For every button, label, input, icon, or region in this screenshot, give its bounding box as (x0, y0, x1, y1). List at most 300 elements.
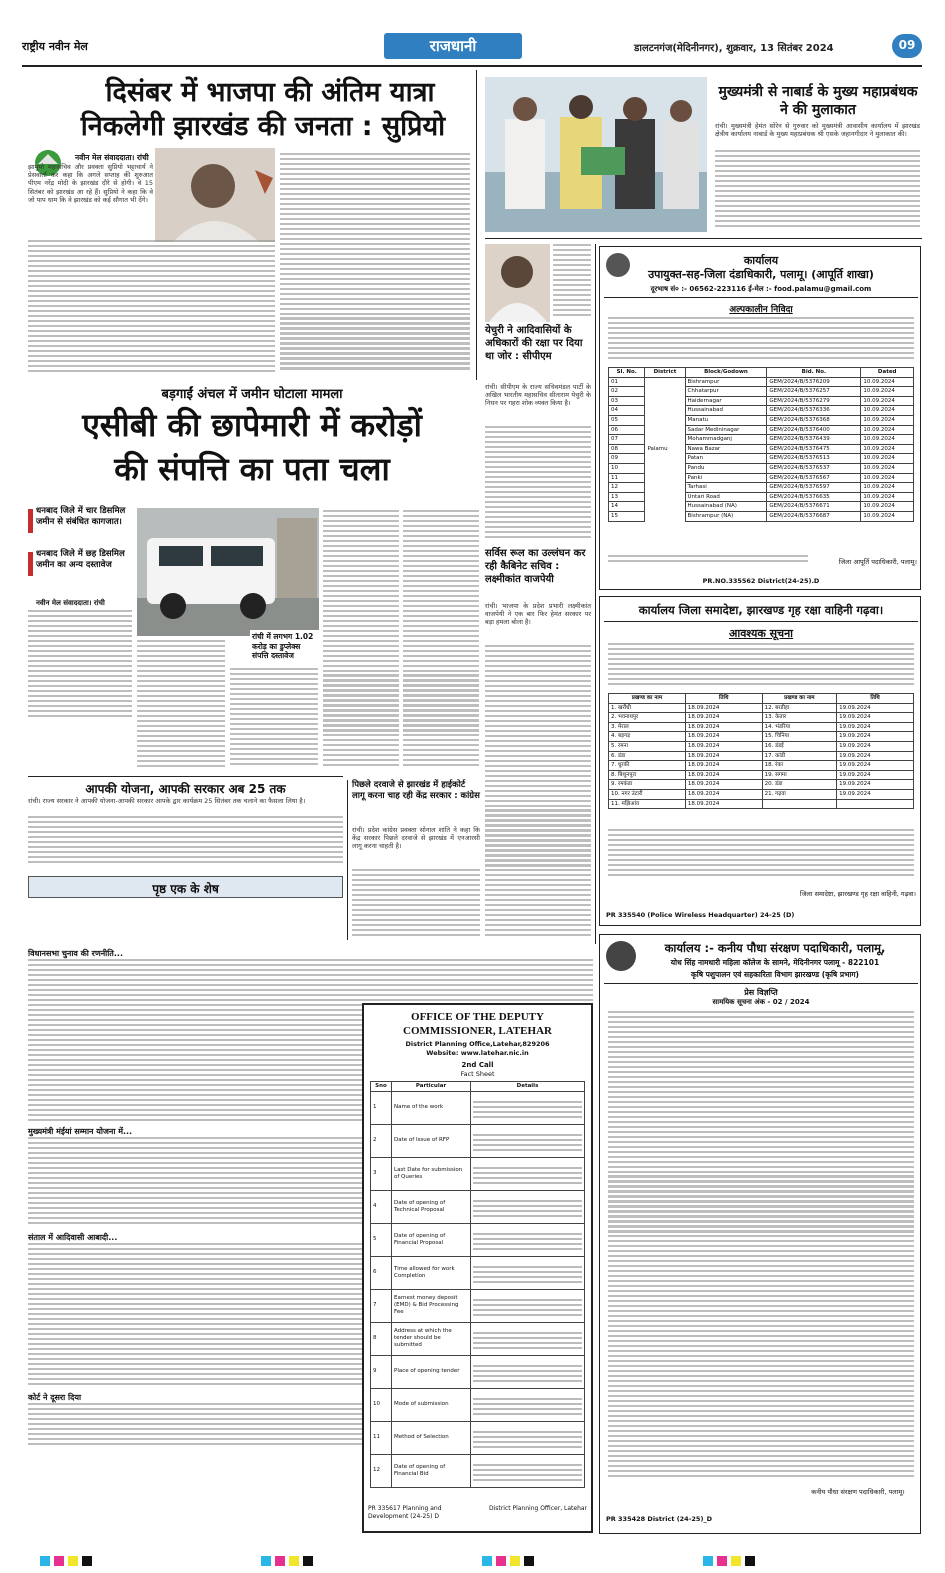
garhwa-cell (762, 799, 837, 809)
story5-photo-caption: रांची में लगभग 1.02 करोड़ का डुप्लेक्स संपत्ति दस्तावेज (250, 630, 320, 663)
palamu-cell: 10.09.2024 (861, 444, 914, 454)
palamu-cell (645, 425, 685, 435)
story5-bullet-2: धनबाद जिले में छह डिसमिल जमीन का अन्य दस्तावेज (36, 549, 125, 570)
story2-body (715, 150, 920, 232)
th-date-a: तिथि (685, 694, 762, 704)
ad-palamu-contact: दूरभाष सं० :- 06562-223116 ई-मेल :- food.palamu@gmail.com (650, 285, 872, 293)
ad-palamu-text (608, 317, 914, 365)
latehar-particular: Last Date for submission of Queries (392, 1157, 471, 1190)
palamu-cell: Manatu (685, 415, 767, 425)
garhwa-cell: 18.09.2024 (685, 732, 762, 742)
ad-latehar-address: District Planning Office,Latehar,829206 (405, 1040, 550, 1048)
palamu-cell: 12 (609, 483, 645, 493)
shesh-sub-4: कोर्ट ने दूसरा दिया (28, 1393, 82, 1402)
ad-latehar-table (370, 1081, 585, 1488)
palamu-row (609, 473, 914, 483)
palamu-cell: GEM/2024/B/5376597 (767, 483, 861, 493)
story7-headline: पिछले दरवाजे से झारखंड में हाईकोर्ट लागू करना चाह रही केंद्र सरकार : कांग्रेस (352, 780, 480, 801)
location-date: डालटनगंज(मेदिनीनगर), शुक्रवार, 13 सितंबर 2024 (634, 43, 834, 54)
story1-headline-2: निकलेगी झारखंड की जनता : सुप्रियो (80, 111, 446, 142)
palamu-cell: Tarhasi (685, 483, 767, 493)
latehar-particular: Date of opening of Financial Bid (392, 1454, 471, 1487)
latehar-particular: Date of Issue of RFP (392, 1124, 471, 1157)
garhwa-cell: 3. मेराल (609, 722, 686, 732)
ad-palamu-name: उपायुक्त-सह-जिला दंडाधिकारी, पलामू। (आपूर्ति शाखा) (648, 268, 874, 281)
garhwa-cell: 18.09.2024 (685, 761, 762, 771)
garhwa-cell: 19.09.2024 (837, 703, 914, 713)
ad-garhwa-signature: जिला समादेष्टा, झारखण्ड गृह रक्षा वाहिनी, गढ़वा। (799, 890, 916, 898)
latehar-particular: Method of Selection (392, 1421, 471, 1454)
ad-garhwa-notice: आवश्यक सूचना (728, 627, 794, 640)
palamu-cell (645, 377, 685, 387)
palamu-cell: Pandu (685, 463, 767, 473)
story4-lead: रांची। भाजपा के प्रदेश प्रभारी लक्ष्मीकांत वाजपेयी ने एक बार फिर हेमंत सरकार पर बड़ा हमला बोला है। (485, 602, 591, 627)
palamu-cell: Bishrampur (NA) (685, 511, 767, 521)
palamu-cell: GEM/2024/B/5376257 (767, 387, 861, 397)
palamu-cell: Mohammadganj (685, 435, 767, 445)
latehar-sno: 2 (371, 1124, 392, 1157)
garhwa-cell: 4. बड़गड़ (609, 732, 686, 742)
palamu-cell: 10.09.2024 (861, 387, 914, 397)
ad-plant-notice: सामयिक सूचना अंक - 02 / 2024 (712, 998, 810, 1006)
ad-latehar-pr: PR 335617 Planning and Development (24-25) D (368, 1505, 442, 1520)
palamu-cell: GEM/2024/B/5376567 (767, 473, 861, 483)
palamu-cell: Palamu (645, 444, 685, 454)
ad-garhwa-table (608, 693, 914, 809)
palamu-cell: 08 (609, 444, 645, 454)
palamu-cell (645, 511, 685, 521)
garhwa-cell: 18.09.2024 (685, 789, 762, 799)
th-details: Details (471, 1082, 585, 1092)
palamu-cell: 10.09.2024 (861, 435, 914, 445)
palamu-row (609, 502, 914, 512)
story5-body-col2 (137, 640, 225, 770)
garhwa-cell: 18.09.2024 (685, 799, 762, 809)
garhwa-cell: 19.09.2024 (837, 722, 914, 732)
garhwa-cell: 13. केतार (762, 713, 837, 723)
masthead (22, 33, 922, 63)
palamu-cell: Chhatarpur (685, 387, 767, 397)
ad-latehar-title-2: COMMISSIONER, LATEHAR (403, 1025, 552, 1037)
garhwa-cell (837, 799, 914, 809)
print-color-strip (40, 1551, 920, 1563)
latehar-row (371, 1256, 585, 1289)
latehar-row (371, 1289, 585, 1322)
ad-palamu-rule (604, 297, 918, 298)
ad-latehar-sign: District Planning Officer, Latehar (489, 1505, 588, 1512)
palamu-cell: 10.09.2024 (861, 377, 914, 387)
story5-kicker: बड़गाईं अंचल में जमीन घोटाला मामला (161, 387, 343, 402)
latehar-row (371, 1421, 585, 1454)
garhwa-cell: 21. गढ़वा (762, 789, 837, 799)
latehar-row (371, 1322, 585, 1355)
palamu-cell: 10.09.2024 (861, 425, 914, 435)
col-divider-right (595, 244, 596, 944)
latehar-particular: Place of opening tender (392, 1355, 471, 1388)
palamu-cell: 03 (609, 396, 645, 406)
latehar-details (471, 1289, 585, 1322)
garhwa-cell: 17. कांडी (762, 751, 837, 761)
story6-lead: रांची। राज्य सरकार ने आपकी योजना-आपकी सरकार आपके द्वार कार्यक्रम 25 सितंबर तक चलाने का फैसला लिया है। (28, 797, 306, 805)
garhwa-cell: 18.09.2024 (685, 722, 762, 732)
palamu-cell: Sadar Medininagar (685, 425, 767, 435)
garhwa-cell: 19.09.2024 (837, 732, 914, 742)
latehar-details (471, 1454, 585, 1487)
ad-plant (599, 934, 921, 1534)
latehar-sno: 10 (371, 1388, 392, 1421)
palamu-cell: 10.09.2024 (861, 502, 914, 512)
palamu-cell: Nawa Bazar (685, 444, 767, 454)
story5-body-col5 (403, 510, 479, 770)
ad-latehar-website: Website: www.latehar.nic.in (426, 1049, 529, 1057)
story5-body-col4 (323, 510, 399, 770)
palamu-cell (645, 387, 685, 397)
ad-latehar-call: 2nd Call (461, 1061, 494, 1069)
latehar-sno: 7 (371, 1289, 392, 1322)
story3-body-top (553, 244, 591, 322)
palamu-row (609, 387, 914, 397)
latehar-row (371, 1454, 585, 1487)
garhwa-row (609, 761, 914, 771)
latehar-details (471, 1157, 585, 1190)
garhwa-cell: 18.09.2024 (685, 751, 762, 761)
ad-palamu (599, 246, 921, 590)
latehar-particular: Address at which the tender should be submitted (392, 1322, 471, 1355)
garhwa-cell: 14. भंडरिया (762, 722, 837, 732)
palamu-cell: GEM/2024/B/5376671 (767, 502, 861, 512)
garhwa-row (609, 789, 914, 799)
garhwa-cell: 2. भवनाथपुर (609, 713, 686, 723)
palamu-cell (645, 483, 685, 493)
story5-bullet-2-marker (28, 552, 33, 576)
latehar-details (471, 1223, 585, 1256)
garhwa-cell: 18.09.2024 (685, 713, 762, 723)
story2-photo (485, 77, 707, 232)
latehar-sno: 11 (371, 1421, 392, 1454)
ad-palamu-signature: जिला आपूर्ति पदाधिकारी, पलामू। (838, 558, 917, 566)
palamu-cell: GEM/2024/B/5376439 (767, 435, 861, 445)
th-block-a: प्रखण्ड का नाम (609, 694, 686, 704)
latehar-sno: 5 (371, 1223, 392, 1256)
palamu-row (609, 377, 914, 387)
palamu-cell (645, 463, 685, 473)
palamu-cell: Haidernagar (685, 396, 767, 406)
palamu-row (609, 483, 914, 493)
palamu-cell: GEM/2024/B/5376209 (767, 377, 861, 387)
latehar-sno: 3 (371, 1157, 392, 1190)
latehar-particular: Time allowed for work Completion (392, 1256, 471, 1289)
garhwa-cell: 9. रमकंडा (609, 780, 686, 790)
ad-palamu-notice-title: अल्पकालीन निविदा (729, 305, 793, 315)
palamu-cell: 10.09.2024 (861, 483, 914, 493)
garhwa-row (609, 799, 914, 809)
palamu-cell (645, 454, 685, 464)
story3-body (485, 426, 591, 542)
story6-body (28, 816, 343, 870)
th-sno: Sno (371, 1082, 392, 1092)
story1-byline: नवीन मेल संवाददाता। रांची (75, 153, 149, 162)
ad-latehar (362, 1003, 593, 1533)
latehar-row (371, 1355, 585, 1388)
story7-lead: रांची। प्रदेश कांग्रेस प्रवक्ता सोनाल शांति ने कहा कि केंद्र सरकार पिछले दरवाजे से झारखंड में एनआरसी लागू करना चाहती है। (352, 826, 480, 851)
garhwa-cell: 19.09.2024 (837, 713, 914, 723)
garhwa-cell: 18.09.2024 (685, 770, 762, 780)
palamu-cell: 02 (609, 387, 645, 397)
garhwa-cell: 8. बिशुनपुरा (609, 770, 686, 780)
palamu-cell: 10.09.2024 (861, 454, 914, 464)
palamu-cell: 10.09.2024 (861, 511, 914, 521)
palamu-cell: GEM/2024/B/5376513 (767, 454, 861, 464)
ad-plant-pr: PR 335428 District (24-25)_D (606, 1515, 713, 1523)
palamu-cell: Hussainabad (685, 406, 767, 416)
story5-photo (137, 508, 319, 636)
palamu-cell: GEM/2024/B/5376279 (767, 396, 861, 406)
story3-photo (485, 244, 550, 322)
palamu-cell (645, 502, 685, 512)
palamu-cell: GEM/2024/B/5376368 (767, 415, 861, 425)
latehar-details (471, 1388, 585, 1421)
garhwa-cell: 7. धुरकी (609, 761, 686, 771)
th-date-b: तिथि (837, 694, 914, 704)
ad-garhwa (599, 596, 921, 926)
palamu-cell: GEM/2024/B/5376687 (767, 511, 861, 521)
palamu-row (609, 406, 914, 416)
palamu-cell: Untari Road (685, 492, 767, 502)
latehar-sno: 12 (371, 1454, 392, 1487)
latehar-sno: 9 (371, 1355, 392, 1388)
garhwa-cell: 10. नगर उंटारी (609, 789, 686, 799)
ad-garhwa-rule (604, 621, 918, 622)
garhwa-row (609, 732, 914, 742)
garhwa-cell: 18. रंका (762, 761, 837, 771)
latehar-sno: 6 (371, 1256, 392, 1289)
garhwa-cell: 19. सगमा (762, 770, 837, 780)
palamu-cell: 10.09.2024 (861, 492, 914, 502)
latehar-sno: 4 (371, 1190, 392, 1223)
story1-photo (155, 148, 275, 242)
palamu-cell: GEM/2024/B/5376336 (767, 406, 861, 416)
garhwa-cell: 18.09.2024 (685, 703, 762, 713)
latehar-details (471, 1124, 585, 1157)
garhwa-cell: 6. डंडा (609, 751, 686, 761)
latehar-particular: Mode of submission (392, 1388, 471, 1421)
palamu-cell: 07 (609, 435, 645, 445)
garhwa-row (609, 780, 914, 790)
latehar-row (371, 1091, 585, 1124)
ad-latehar-sheet: Fact Sheet (460, 1070, 495, 1078)
palamu-cell: Patan (685, 454, 767, 464)
palamu-cell: 13 (609, 492, 645, 502)
garhwa-cell: 19.09.2024 (837, 751, 914, 761)
palamu-cell: 05 (609, 415, 645, 425)
masthead-rule (22, 65, 922, 67)
col-divider-top (476, 70, 477, 380)
garhwa-row (609, 722, 914, 732)
garhwa-cell: 5. रमना (609, 741, 686, 751)
palamu-row (609, 425, 914, 435)
palamu-cell: Bishrampur (685, 377, 767, 387)
palamu-cell (645, 435, 685, 445)
story4-headline: सर्विस रूल का उल्लंघन कर रही कैबिनेट सचिव : लक्ष्मीकांत वाजपेयी (485, 548, 586, 585)
latehar-sno: 1 (371, 1091, 392, 1124)
ad-palamu-office: कार्यालय (743, 254, 779, 267)
garhwa-cell: 19.09.2024 (837, 789, 914, 799)
story7-body (352, 869, 480, 939)
latehar-row (371, 1388, 585, 1421)
ad-plant-body (608, 1011, 914, 1481)
palamu-cell: 01 (609, 377, 645, 387)
palamu-cell (645, 492, 685, 502)
palamu-row (609, 415, 914, 425)
palamu-row (609, 444, 914, 454)
garhwa-cell: 12. बरडीहा (762, 703, 837, 713)
th-bid: Bid. No. (767, 368, 861, 378)
latehar-particular: Date of opening of Financial Proposal (392, 1223, 471, 1256)
latehar-details (471, 1355, 585, 1388)
palamu-row (609, 511, 914, 521)
latehar-row (371, 1157, 585, 1190)
story5-bullet-1: धनबाद जिले में चार डिसमिल जमीन से संबंधित कागजात। (36, 506, 126, 527)
story2-lead: रांची। मुख्यमंत्री हेमंत सोरेन से गुरुवार को मुख्यमंत्री आवासीय कार्यालय में झारखंड क्षेत्रीय कार्यालय नाबार्ड के मुख्य महाप्रबंधक श्री एसके जहानगीदार ने मुलाकात की। (715, 122, 920, 139)
latehar-row (371, 1190, 585, 1223)
palamu-cell (645, 473, 685, 483)
palamu-cell: 10 (609, 463, 645, 473)
latehar-particular: Name of the work (392, 1091, 471, 1124)
ad-plant-address: योध सिंह नामधारी महिला कॉलेज के सामने, मेदिनीनगर पलामू - 822101 (670, 958, 880, 967)
page-number: 09 (898, 38, 916, 52)
palamu-cell: 10.09.2024 (861, 415, 914, 425)
th-district: District (645, 368, 685, 378)
th-dated: Dated (861, 368, 914, 378)
ad-garhwa-office: कार्यालय जिला समादेष्टा, झारखण्ड गृह रक्षा वाहिनी गढ़वा। (638, 603, 884, 617)
latehar-details (471, 1256, 585, 1289)
story4-body (485, 645, 591, 940)
palamu-cell (645, 396, 685, 406)
ad-plant-rule (604, 983, 918, 984)
palamu-cell: GEM/2024/B/5376475 (767, 444, 861, 454)
story1-body-col1 (28, 240, 275, 374)
story5-bullet-1-marker (28, 509, 33, 533)
palamu-cell: 11 (609, 473, 645, 483)
story6-headline: आपकी योजना, आपकी सरकार अब 25 तक (85, 782, 286, 796)
ad-palamu-table (608, 367, 914, 522)
th-block: Block/Godown (685, 368, 767, 378)
latehar-row (371, 1223, 585, 1256)
latehar-details (471, 1190, 585, 1223)
shesh-sub-2: मुख्यमंत्री मंईयां सम्मान योजना में... (28, 1127, 133, 1136)
latehar-row (371, 1124, 585, 1157)
garhwa-cell: 19.09.2024 (837, 741, 914, 751)
garhwa-cell: 19.09.2024 (837, 761, 914, 771)
latehar-particular: Date of opening of Technical Proposal (392, 1190, 471, 1223)
garhwa-cell: 16. डंडई (762, 741, 837, 751)
garhwa-row (609, 741, 914, 751)
palamu-row (609, 463, 914, 473)
ad-plant-dept: कृषि पशुपालन एवं सहकारिता विभाग झारखण्ड (कृषि प्रभाग) (691, 970, 859, 979)
ad-garhwa-pr: PR 335540 (Police Wireless Headquarter) 24-25 (D) (606, 911, 795, 919)
story5-headline-2: की संपत्ति का पता चला (114, 450, 390, 488)
latehar-sno: 8 (371, 1322, 392, 1355)
garhwa-row (609, 713, 914, 723)
palamu-cell: 10.09.2024 (861, 406, 914, 416)
story5-body-col1 (28, 610, 132, 720)
story5-headline-1: एसीबी की छापेमारी में करोड़ों (82, 406, 422, 444)
garhwa-row (609, 770, 914, 780)
garhwa-row (609, 703, 914, 713)
palamu-cell: GEM/2024/B/5376400 (767, 425, 861, 435)
story5-byline: नवीन मेल संवाददाता। रांची (36, 599, 105, 607)
ad-latehar-title-1: OFFICE OF THE DEPUTY (411, 1011, 544, 1023)
story2-rule (485, 238, 922, 239)
palamu-cell: 10.09.2024 (861, 396, 914, 406)
story1-body-col2 (280, 153, 470, 373)
col-divider-story7 (347, 780, 348, 940)
garhwa-cell: 15. चिनिया (762, 732, 837, 742)
palamu-cell (645, 406, 685, 416)
garhwa-cell: 20. डंडा (762, 780, 837, 790)
palamu-cell: Panki (685, 473, 767, 483)
garhwa-row (609, 751, 914, 761)
ad-plant-release: प्रेस विज्ञप्ति (744, 988, 778, 997)
palamu-cell (645, 415, 685, 425)
latehar-details (471, 1091, 585, 1124)
story5-body-col3 (230, 668, 318, 770)
paper-name: राष्ट्रीय नवीन मेल (22, 40, 88, 53)
palamu-cell: 10.09.2024 (861, 473, 914, 483)
story2-headline: मुख्यमंत्री से नाबार्ड के मुख्य महाप्रबंधक ने की मुलाकात (718, 84, 918, 118)
shesh-sub-1: विधानसभा चुनाव की रणनीति... (28, 949, 123, 958)
palamu-cell: 15 (609, 511, 645, 521)
palamu-cell: GEM/2024/B/5376537 (767, 463, 861, 473)
story1-headline-1: दिसंबर में भाजपा की अंतिम यात्रा (105, 77, 435, 108)
ad-garhwa-text (608, 643, 914, 691)
ad-plant-office: कार्यालय :- कनीय पौधा संरक्षण पदाधिकारी, पलामू, (664, 941, 886, 955)
garhwa-cell: 11. मझिआंव (609, 799, 686, 809)
garhwa-cell: 19.09.2024 (837, 780, 914, 790)
palamu-row (609, 492, 914, 502)
section-label: राजधानी (429, 37, 477, 55)
person-photo-placeholder (155, 148, 275, 242)
palamu-cell: 09 (609, 454, 645, 464)
ad-plant-signature: कनीय पौधा संरक्षण पदाधिकारी, पलामू। (811, 1488, 905, 1496)
shesh-sub-3: संताल में आदिवासी आबादी... (28, 1233, 118, 1242)
palamu-cell: Hussainabad (NA) (685, 502, 767, 512)
palamu-cell: 04 (609, 406, 645, 416)
palamu-row (609, 396, 914, 406)
story5-rule (28, 776, 343, 777)
story3-lead: रांची। सीपीएम के राज्य सचिवमंडल पार्टी के अखिल भारतीय महासचिव सीताराम येचुरी के निधन पर गहरा शोक व्यक्त किया है। (485, 383, 591, 408)
garhwa-cell: 18.09.2024 (685, 780, 762, 790)
shesh-banner: पृष्ठ एक के शेष (152, 882, 219, 896)
garhwa-cell: 19.09.2024 (837, 770, 914, 780)
th-slno: Sl. No. (609, 368, 645, 378)
palamu-cell: GEM/2024/B/5376635 (767, 492, 861, 502)
palamu-cell: 06 (609, 425, 645, 435)
ad-garhwa-footer-text (608, 829, 914, 881)
ad-palamu-pr: PR.NO.335562 District(24-25).D (702, 577, 820, 585)
palamu-cell: 10.09.2024 (861, 463, 914, 473)
palamu-cell: 14 (609, 502, 645, 512)
ad-palamu-footer-text (608, 555, 808, 569)
th-particular: Particular (392, 1082, 471, 1092)
garhwa-cell: 18.09.2024 (685, 741, 762, 751)
latehar-details (471, 1322, 585, 1355)
story3-headline: येचुरी ने आदिवासियों के अधिकारों की रक्षा पर दिया था जोर : सीपीएम (485, 325, 583, 362)
palamu-row (609, 454, 914, 464)
palamu-row (609, 435, 914, 445)
garhwa-cell: 1. खरौंधी (609, 703, 686, 713)
story1-lead: झामुमो महासचिव और प्रवक्ता सुप्रियो भट्टाचार्य ने प्रेसवार्ता कर कहा कि अगले सप्ताह की शुरुआत पीएम नरेंद्र मोदी के झारखंड दौरे से होगी। वे 15 सितंबर को झारखंड आ रहे हैं। सुप्रियो ने कहा कि वे जो पाप धाम कि वे झारखंड को कई सौगात भी देंगे। (28, 163, 153, 204)
